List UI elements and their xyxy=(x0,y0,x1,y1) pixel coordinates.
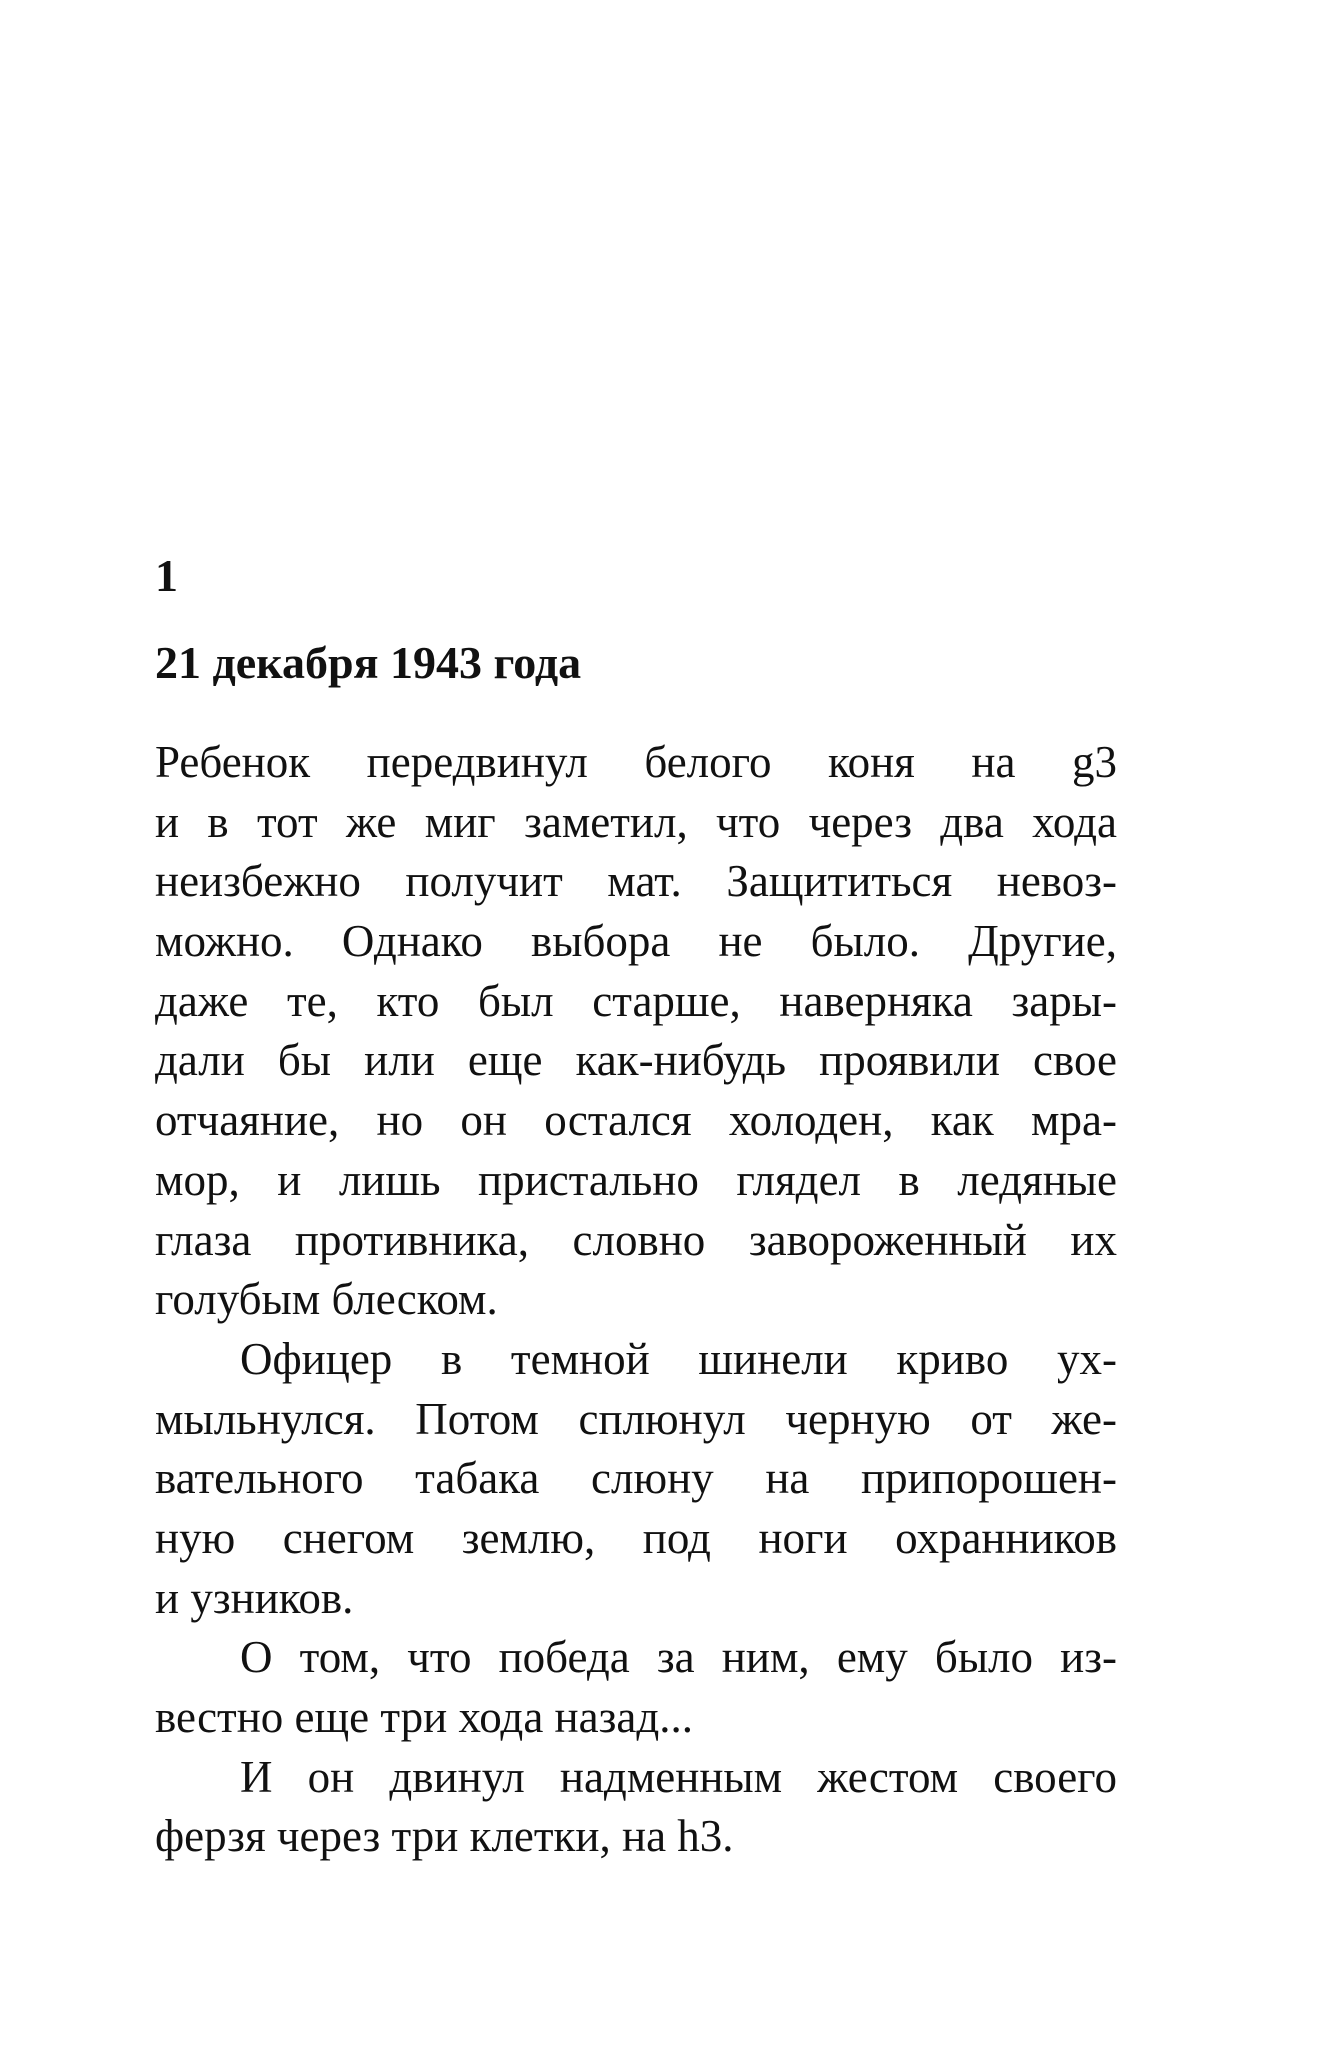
chapter-number: 1 xyxy=(155,550,178,601)
text-line: и узников. xyxy=(155,1572,354,1623)
body-text xyxy=(155,733,1117,1867)
paragraph xyxy=(155,733,1117,1330)
text-line: мыльнулся. Потом сплюнул черную от же- xyxy=(155,1393,1117,1444)
text-line: Ребенок передвинул белого коня на g3 xyxy=(155,737,1117,787)
text-line: глаза противника, словно завороженный их xyxy=(155,1214,1117,1265)
paragraph xyxy=(155,1330,1117,1628)
text-line: ную снегом землю, под ноги охранников xyxy=(155,1512,1117,1563)
text-line: О том, что победа за ним, ему было из- xyxy=(240,1632,1117,1683)
text-line: вестно еще три хода назад... xyxy=(155,1692,694,1742)
text-line: отчаяние, но он остался холоден, как мра- xyxy=(155,1095,1117,1146)
text-line: неизбежно получит мат. Защититься невоз- xyxy=(155,856,1117,907)
paragraph xyxy=(155,1748,1117,1867)
text-line: вательного табака слюну на припорошен- xyxy=(155,1453,1117,1504)
text-line: И он двинул надменным жестом своего xyxy=(240,1751,1117,1802)
text-line: голубым блеском. xyxy=(155,1274,498,1325)
paragraph xyxy=(155,1628,1117,1747)
text-line: можно. Однако выбора не было. Другие, xyxy=(155,916,1117,967)
text-line: и в тот же миг заметил, что через два хода xyxy=(155,796,1117,847)
text-line: мор, и лишь пристально глядел в ледяные xyxy=(155,1154,1117,1205)
text-line: ферзя через три клетки, на h3. xyxy=(155,1811,734,1862)
chapter-date: 21 декабря 1943 года xyxy=(155,637,582,688)
text-line: даже те, кто был старше, наверняка зары- xyxy=(155,975,1117,1026)
text-line: дали бы или еще как-нибудь проявили свое xyxy=(155,1035,1117,1086)
text-line: Офицер в темной шинели криво ух- xyxy=(240,1333,1117,1384)
